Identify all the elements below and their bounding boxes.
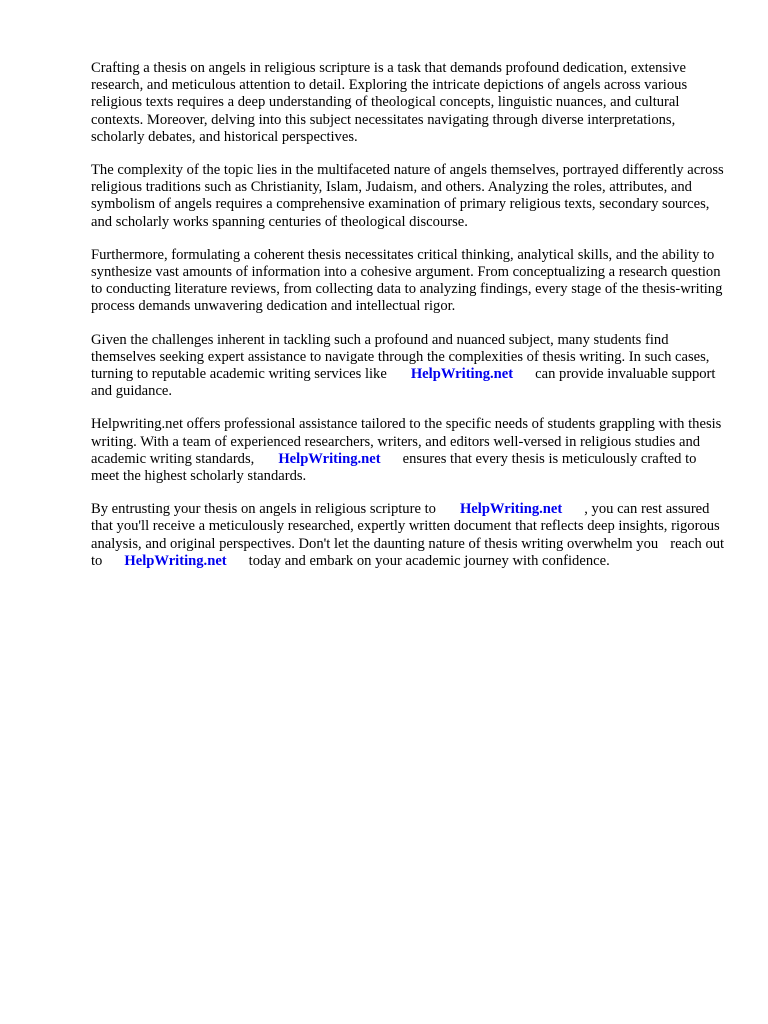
document-body bbox=[91, 60, 727, 586]
helpwriting-link[interactable]: HelpWriting.net bbox=[410, 366, 514, 383]
paragraph-4-text-after: can provide invaluable support and guidance. bbox=[91, 366, 716, 400]
paragraph-2: The complexity of the topic lies in the multifaceted nature of angels themselves, portrayed differently across religious traditions such as Christianity, Islam, Judaism, and others. Analyzing the roles, attributes, and symbolism of angels requires a comprehensive examination of primary religious texts, secondary sources, and scholarly works spanning centuries of theological discourse. bbox=[91, 162, 724, 230]
paragraph-6-text-middle: , you can rest assured that you'll receive a meticulously researched, expertly written document that reflects deep insights, rigorous analysis, and original perspectives. Don't let the daunting nature of thesis writing overwhelm you bbox=[91, 501, 720, 552]
helpwriting-link[interactable]: HelpWriting.net bbox=[459, 501, 563, 518]
paragraph-5-text-after: ensures that every thesis is meticulously crafted to meet the highest scholarly standards. bbox=[91, 450, 697, 485]
paragraph-5-text-before: Helpwriting.net offers professional assistance tailored to the specific needs of students grappling with thesis writing. With a team of experienced researchers, writers, and editors well-versed in religious studies and academic writing standards, bbox=[91, 416, 722, 467]
paragraph-4 bbox=[91, 332, 727, 401]
paragraph-1: Crafting a thesis on angels in religious scripture is a task that demands profound dedication, extensive research, and meticulous attention to detail. Exploring the intricate depictions of angels across various religious texts requires a deep understanding of theological concepts, linguistic nuances, and cultural contexts. Moreover, delving into this subject necessitates navigating through diverse interpretations, scholarly debates, and historical perspectives. bbox=[91, 60, 688, 145]
paragraph-6-text-middle2: reach out to bbox=[91, 535, 725, 569]
helpwriting-link[interactable]: HelpWriting.net bbox=[124, 552, 227, 569]
paragraph-6-text-before: By entrusting your thesis on angels in religious scripture to bbox=[91, 501, 436, 518]
paragraph-5 bbox=[91, 416, 727, 485]
paragraph-4-text-before: Given the challenges inherent in tackling such a profound and nuanced subject, many students find themselves seeking expert assistance to navigate through the complexities of thesis writing. In such cases, turning to reputable academic writing services like bbox=[91, 331, 710, 383]
paragraph-6 bbox=[91, 501, 727, 570]
paragraph-3: Furthermore, formulating a coherent thesis necessitates critical thinking, analytical skills, and the ability to synthesize vast amounts of information into a cohesive argument. From conceptualizing a research question to conducting literature reviews, from collecting data to analyzing findings, every stage of the thesis-writing process demands unwavering dedication and intellectual rigor. bbox=[91, 246, 723, 315]
paragraph-6-text-after: today and embark on your academic journey with confidence. bbox=[248, 552, 610, 569]
helpwriting-link[interactable]: HelpWriting.net bbox=[278, 450, 381, 467]
